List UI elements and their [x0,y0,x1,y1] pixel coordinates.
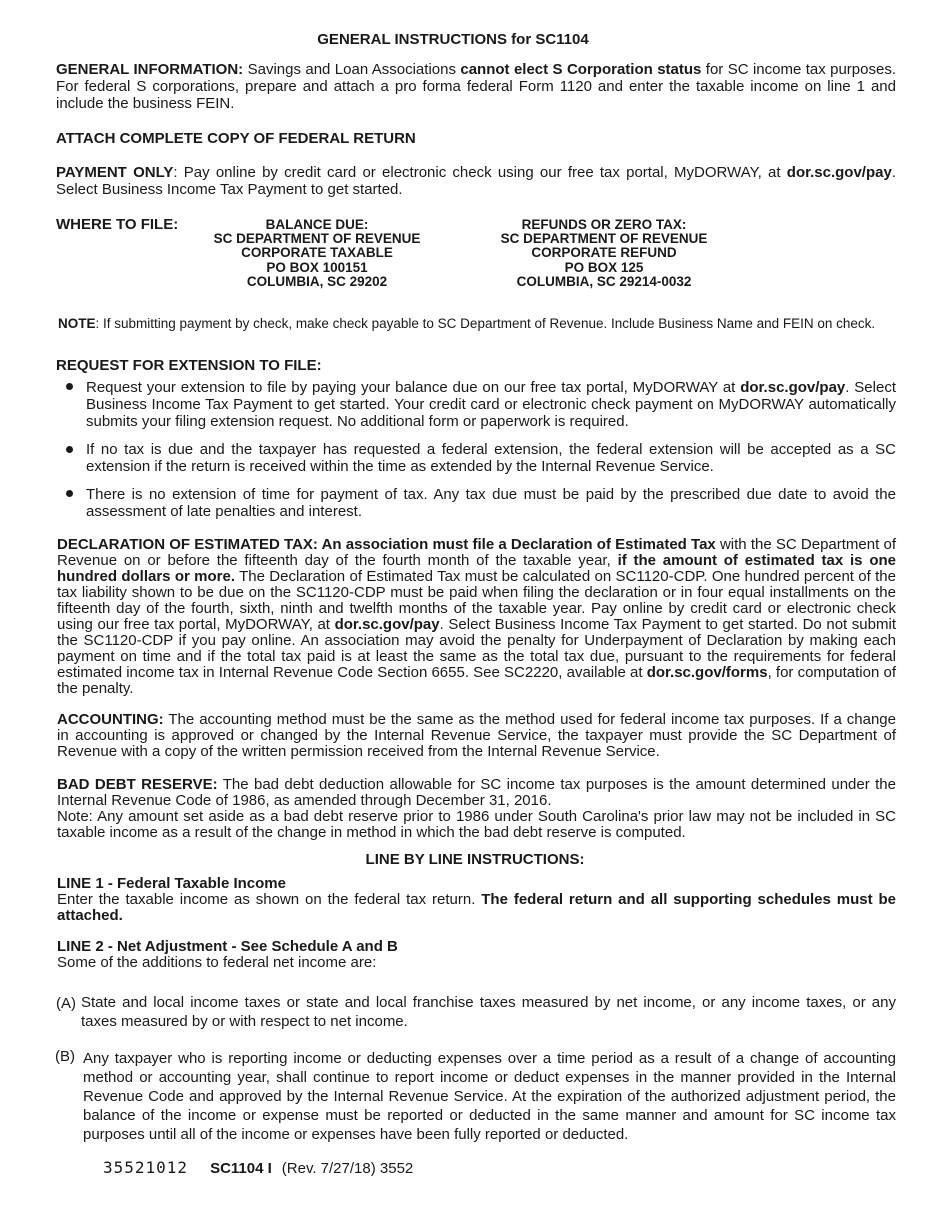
balance-due-address [202,218,432,289]
line-1-bold: The federal return and all supporting schedules must be attached. [57,891,897,924]
refunds-heading: REFUNDS OR ZERO TAX: [521,217,687,232]
page-footer [103,1158,413,1177]
item-a-label: (A) [56,995,76,1012]
payment-text-2: . Select Business Income Tax Payment to get started. [56,164,896,198]
bullet-icon [66,383,73,390]
balance-due-pobox: PO BOX 100151 [266,259,368,275]
where-to-file-label: WHERE TO FILE: [56,216,179,233]
form-id: SC1104 I [210,1160,272,1177]
declaration-bold: if the amount of estimated tax is one hundred dollars or more. [57,552,896,585]
item-b-text: Any taxpayer who is reporting income or deducting expenses over a time period as a result of a change of accounting method or accounting year, shall continue to report income or deduct expenses in the manner provided in the Internal Revenue Code and approved by the Internal Revenue Service. At the expiration of the authorized adjustment period, the balance of the income or expense must be reported or deducted in the same manner and amount for SC income tax purposes until all of the income or expenses have been fully reported or deducted. [83,1050,896,1143]
extension-heading: REQUEST FOR EXTENSION TO FILE: [56,357,322,374]
line-2-section [57,939,896,971]
general-information [56,61,896,112]
general-info-bold: cannot elect S Corporation status [460,61,702,78]
payment-only [56,164,896,198]
declaration-text: with the SC Department of Revenue on or before the fifteenth day of the fourth month of the taxable year, [57,536,896,569]
bad-debt-label: BAD DEBT RESERVE: [57,776,218,793]
extension-bullet-3: There is no extension of time for payment of tax. Any tax due must be paid by the prescribed due date to avoid the assessment of late penalties and interest. [86,486,896,520]
declaration-forms-url: dor.sc.gov/forms [646,664,768,681]
revision-date: (Rev. 7/27/18) 3552 [281,1160,414,1177]
extension-url: dor.sc.gov/pay [740,379,846,396]
line-1-section [57,876,896,924]
payment-url: dor.sc.gov/pay [786,164,892,181]
refunds-dept: SC DEPARTMENT OF REVENUE [500,231,708,247]
accounting-label: ACCOUNTING: [57,711,164,728]
declaration-section [57,537,896,697]
note-text: : If submitting payment by check, make check payable to SC Department of Revenue. Include Business Name and FEIN on check. [95,316,876,331]
line-by-line-heading: LINE BY LINE INSTRUCTIONS: [365,851,585,868]
bullet-icon [66,446,73,453]
balance-due-dept: SC DEPARTMENT OF REVENUE [213,231,421,247]
bullet-icon [66,490,73,497]
note-label: NOTE [58,316,96,331]
extension-bullet-2: If no tax is due and the taxpayer has requested a federal extension, the federal extension will be accepted as a SC extension if the return is received within the time as extended by the Internal Revenue Service. [86,441,896,475]
balance-due-city: COLUMBIA, SC 29202 [246,273,388,289]
balance-due-heading: BALANCE DUE: [265,217,369,232]
extension-bullet-1-text: Request your extension to file by paying your balance due on our free tax portal, MyDORWAY at [86,379,741,396]
accounting-text: The accounting method must be the same as the method used for federal income tax purposes. If a change in accounting is approved or changed by the Internal Revenue Service, the taxpayer must provide the SC Department of Revenue with a copy of the written permission received from the Internal Revenue Service. [57,711,896,760]
declaration-text-3: . Select Business Income Tax Payment to get started. Do not submit the SC1120-CDP if you pay online. An association may avoid the penalty for Underpayment of Declaration by making each payment on time and if the total tax paid is at least the same as the total tax due, pursuant to the requirements for federal estimated income tax in Internal Revenue Code Section 6655. See SC2220, available at [57,616,896,681]
bad-debt-text: The bad debt deduction allowable for SC income tax purposes is the amount determined under the Internal Revenue Code of 1986, as amended through December 31, 2016. [57,776,896,809]
extension-bullet-1 [86,379,896,430]
item-a-text: State and local income taxes or state and local franchise taxes measured by net income, or any income taxes, or any taxes measured by or with respect to net income. [81,994,896,1030]
line-2-heading: LINE 2 - Net Adjustment - See Schedule A and B [57,938,398,955]
refunds-pobox: PO BOX 125 [564,259,644,275]
attach-heading: ATTACH COMPLETE COPY OF FEDERAL RETURN [56,130,416,147]
payment-text: : Pay online by credit card or electronic check using our free tax portal, MyDORWAY, at [173,164,787,181]
refunds-division: CORPORATE REFUND [531,245,677,261]
bad-debt-section [57,777,896,841]
general-info-label: GENERAL INFORMATION: [56,61,244,78]
accounting-section [57,712,896,760]
form-barcode-number: 35521012 [103,1158,189,1177]
page-title: GENERAL INSTRUCTIONS for SC1104 [317,31,589,48]
declaration-text-4: , for computation of the penalty. [57,664,896,697]
check-note [58,316,875,331]
line-2-intro: Some of the additions to federal net income are: [57,954,377,971]
line-1-heading: LINE 1 - Federal Taxable Income [57,875,286,892]
general-info-text-2: for SC income tax purposes. For federal S corporations, prepare and attach a pro forma federal Form 1120 and enter the taxable income on line 1 and include the business FEIN. [56,61,896,112]
declaration-url: dor.sc.gov/pay [334,616,440,633]
bad-debt-note: Note: Any amount set aside as a bad debt reserve prior to 1986 under South Carolina's prior law may not be included in SC taxable income as a result of the change in method in which the bad debt reserve is computed. [57,808,896,841]
general-info-text: Savings and Loan Associations [243,61,461,78]
declaration-text-2: The Declaration of Estimated Tax must be calculated on SC1120-CDP. One hundred percent of the tax liability shown to be due on the SC1120-CDP must be paid when filing the declaration or in four equal installments on the fifteenth day of the fourth, sixth, ninth and twelfth months of the taxable year. Pay online by credit card or electronic check using our free tax portal, MyDORWAY, at [57,568,896,633]
line-1-text: Enter the taxable income as shown on the federal tax return. [57,891,482,908]
balance-due-division: CORPORATE TAXABLE [241,245,393,261]
refunds-address [484,218,724,289]
declaration-label: DECLARATION OF ESTIMATED TAX: An association must file a Declaration of Estimated Tax [57,536,716,553]
item-b-label: (B) [55,1048,75,1065]
payment-label: PAYMENT ONLY [56,164,174,181]
refunds-city: COLUMBIA, SC 29214-0032 [516,273,692,289]
extension-bullet-1-text-2: . Select Business Income Tax Payment to get started. Your credit card or electronic check payment on MyDORWAY automatically submits your filing extension request. No additional form or paperwork is required. [86,379,896,430]
